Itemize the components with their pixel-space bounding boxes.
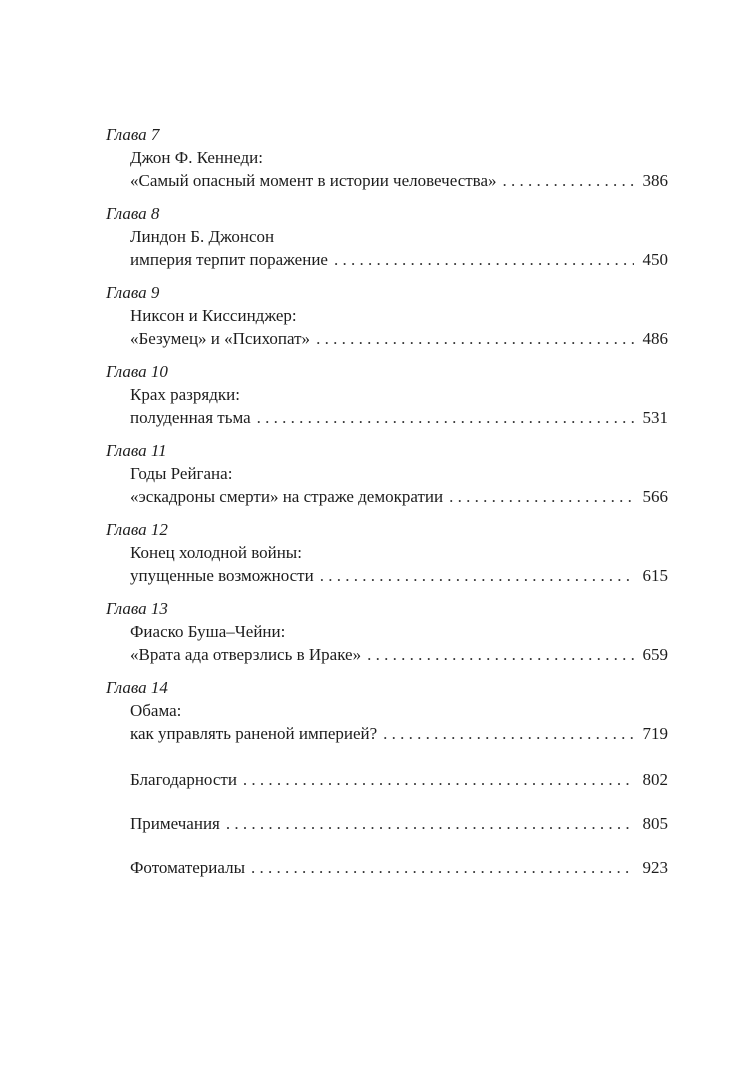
toc-chapter-9	[106, 282, 668, 351]
toc-backmatter	[106, 768, 668, 880]
chapter-label: Глава 14	[106, 678, 168, 697]
toc-row	[106, 327, 668, 351]
dot-leader	[243, 768, 634, 792]
page-number: 802	[642, 770, 668, 789]
toc-chapter-12	[106, 519, 668, 588]
page-number: 450	[642, 250, 668, 269]
dot-leader	[367, 643, 634, 667]
toc-row-photos	[106, 856, 668, 880]
chapter-title-line1: Конец холодной войны:	[130, 543, 302, 562]
backmatter-title: Благодарности	[130, 770, 237, 789]
chapter-title-line2: полуденная тьма	[130, 408, 251, 427]
toc-chapter-8	[106, 203, 668, 272]
page-number: 566	[642, 487, 668, 506]
dot-leader	[383, 722, 634, 746]
page-number: 719	[642, 724, 668, 743]
dot-leader	[251, 856, 634, 880]
chapter-title-line2: упущенные возможности	[130, 566, 314, 585]
dot-leader	[257, 406, 634, 430]
chapter-title-line2: «Самый опасный момент в истории человечества»	[130, 171, 497, 190]
chapter-title-line2: «Безумец» и «Психопат»	[130, 329, 311, 348]
dot-leader	[320, 564, 634, 588]
toc-chapter-11	[106, 440, 668, 509]
page-number: 923	[642, 858, 668, 877]
toc-row-notes	[106, 812, 668, 836]
toc-row	[106, 643, 668, 667]
toc-chapter-10	[106, 361, 668, 430]
chapter-label: Глава 10	[106, 362, 168, 381]
toc-row	[106, 169, 668, 193]
chapter-label: Глава 9	[106, 283, 160, 302]
chapter-label: Глава 12	[106, 520, 168, 539]
chapter-title-line1: Никсон и Киссинджер:	[130, 306, 297, 325]
dot-leader	[316, 327, 634, 351]
chapter-title-line2: империя терпит поражение	[130, 250, 328, 269]
page-number: 386	[642, 171, 668, 190]
page-number: 659	[642, 645, 668, 664]
toc-chapter-7	[106, 124, 668, 193]
chapter-title-line1: Обама:	[130, 701, 182, 720]
chapter-label: Глава 11	[106, 441, 167, 460]
page-number: 805	[642, 814, 668, 833]
dot-leader	[503, 169, 634, 193]
dot-leader	[449, 485, 634, 509]
page-number: 486	[642, 329, 668, 348]
page-number: 531	[642, 408, 668, 427]
chapter-title-line1: Крах разрядки:	[130, 385, 240, 404]
table-of-contents	[106, 124, 668, 900]
toc-row	[106, 248, 668, 272]
dot-leader	[226, 812, 634, 836]
chapter-title-line2: как управлять раненой империей?	[130, 724, 378, 743]
chapter-label: Глава 13	[106, 599, 168, 618]
chapter-label: Глава 8	[106, 204, 160, 223]
chapter-title-line1: Годы Рейгана:	[130, 464, 233, 483]
toc-chapter-13	[106, 598, 668, 667]
toc-row-acknowledgements	[106, 768, 668, 792]
chapter-title-line2: «Врата ада отверзлись в Ираке»	[130, 645, 362, 664]
chapter-title-line1: Линдон Б. Джонсон	[130, 227, 275, 246]
toc-row	[106, 485, 668, 509]
toc-row	[106, 722, 668, 746]
backmatter-title: Фотоматериалы	[130, 858, 246, 877]
page-number: 615	[642, 566, 668, 585]
chapter-label: Глава 7	[106, 125, 160, 144]
toc-row	[106, 406, 668, 430]
chapter-title-line2: «эскадроны смерти» на страже демократии	[130, 487, 444, 506]
chapter-title-line1: Джон Ф. Кеннеди:	[130, 148, 263, 167]
dot-leader	[334, 248, 634, 272]
toc-chapter-14	[106, 677, 668, 746]
toc-row	[106, 564, 668, 588]
backmatter-title: Примечания	[130, 814, 220, 833]
chapter-title-line1: Фиаско Буша–Чейни:	[130, 622, 286, 641]
